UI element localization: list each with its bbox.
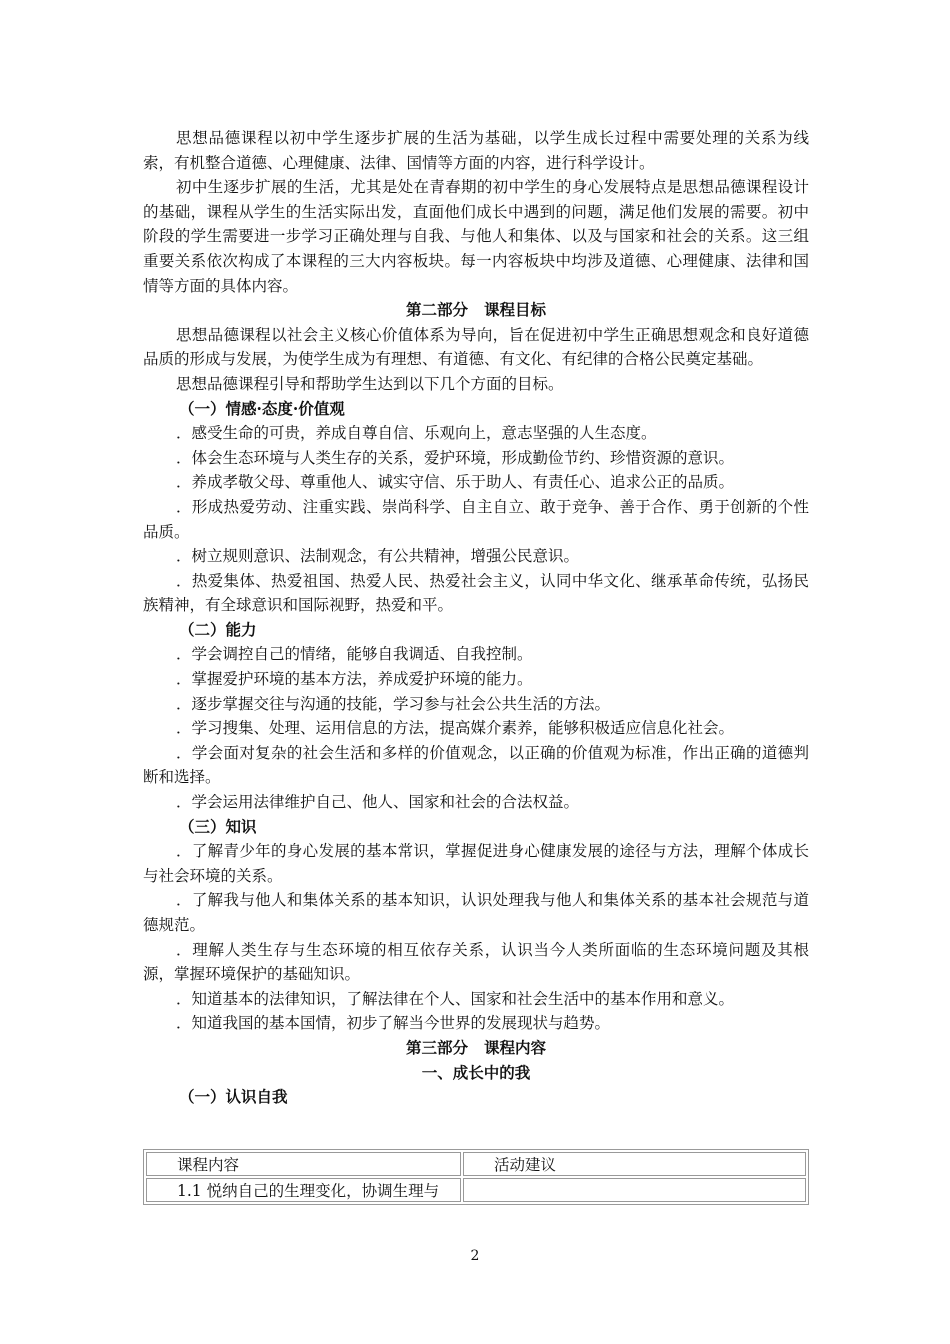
list-item: ．养成孝敬父母、尊重他人、诚实守信、乐于助人、有责任心、追求公正的品质。 xyxy=(176,473,735,492)
list-item: ．学会运用法律维护自己、他人、国家和社会的合法权益。 xyxy=(176,793,580,812)
list-item: ．形成热爱劳动、注重实践、崇尚科学、自主自立、敢于竞争、善于合作、勇于创新的个性品质。 xyxy=(143,497,809,541)
course-content-table xyxy=(143,1149,809,1205)
paragraph: 思想品德课程以社会主义核心价值体系为导向，旨在促进初中学生正确思想观念和良好道德品质的形成与发展，为使学生成为有理想、有道德、有文化、有纪律的合格公民奠定基础。 xyxy=(143,325,809,369)
part2-heading xyxy=(143,298,809,323)
list-item: ．学会调控自己的情绪，能够自我调适、自我控制。 xyxy=(176,645,533,664)
list-item: ．树立规则意识、法制观念，有公共精神，增强公民意识。 xyxy=(176,547,580,566)
list-item: ．了解我与他人和集体关系的基本知识，认识处理我与他人和集体关系的基本社会规范与道德规范。 xyxy=(143,891,809,934)
paragraph: 初中生逐步扩展的生活，尤其是处在青春期的初中学生的身心发展特点是思想品德课程设计的基础，课程从学生的生活实际出发，直面他们成长中遇到的问题，满足他们发展的需要。初中阶段的学生需要进一步学习正确处理与自我、与他人和集体、以及与国家和社会的关系。这三组重要关系依次构成了本课程的三大内容板块。每一内容板块中均涉及道德、心理健康、法律和国情等方面的具体内容。 xyxy=(143,178,809,295)
table-header-cell: 课程内容 xyxy=(146,1152,461,1176)
list-item: ．感受生命的可贵，养成自尊自信、乐观向上，意志坚强的人生态度。 xyxy=(176,424,657,443)
part3-heading-number: 第三部分 xyxy=(405,1037,468,1057)
list-item: ．学习搜集、处理、运用信息的方法，提高媒介素养，能够积极适应信息化社会。 xyxy=(176,719,735,738)
part3-subheading: 一、成长中的我 xyxy=(421,1062,531,1082)
page-number: 2 xyxy=(470,1248,480,1264)
part3-heading xyxy=(143,1036,809,1061)
table-row xyxy=(146,1178,806,1202)
table-cell xyxy=(463,1178,806,1202)
page-body xyxy=(143,126,809,1110)
table-cell: 1.1 悦纳自己的生理变化，协调生理与 xyxy=(146,1178,461,1202)
part2-heading-title: 课程目标 xyxy=(484,300,547,320)
part3-heading-title: 课程内容 xyxy=(484,1037,547,1057)
table-header-row xyxy=(146,1152,806,1176)
list-item: ．掌握爱护环境的基本方法，养成爱护环境的能力。 xyxy=(176,670,533,689)
section-title-values: （一）情感·态度·价值观 xyxy=(179,398,345,418)
list-item: ．理解人类生存与生态环境的相互依存关系，认识当今人类所面临的生态环境问题及其根源，掌握环境保护的基础知识。 xyxy=(143,940,809,984)
list-item: ．了解青少年的身心发展的基本常识，掌握促进身心健康发展的途径与方法，理解个体成长与社会环境的关系。 xyxy=(143,842,809,885)
section-title-self: （一）认识自我 xyxy=(179,1087,288,1107)
list-item: ．学会面对复杂的社会生活和多样的价值观念，以正确的价值观为标准，作出正确的道德判断和选择。 xyxy=(143,743,809,787)
table-header-cell: 活动建议 xyxy=(463,1152,806,1176)
list-item: ．体会生态环境与人类生存的关系，爱护环境，形成勤俭节约、珍惜资源的意识。 xyxy=(176,448,735,467)
paragraph: 思想品德课程引导和帮助学生达到以下几个方面的目标。 xyxy=(176,374,564,393)
list-item: ．热爱集体、热爱祖国、热爱人民、热爱社会主义，认同中华文化、继承革命传统，弘扬民族精神，有全球意识和国际视野，热爱和平。 xyxy=(143,571,809,615)
list-item: ．知道我国的基本国情，初步了解当今世界的发展现状与趋势。 xyxy=(176,1014,611,1033)
section-title-knowledge: （三）知识 xyxy=(179,816,257,836)
part2-heading-number: 第二部分 xyxy=(405,300,468,320)
paragraph: 思想品德课程以初中学生逐步扩展的生活为基础，以学生成长过程中需要处理的关系为线索，有机整合道德、心理健康、法律、国情等方面的内容，进行科学设计。 xyxy=(143,129,809,172)
list-item: ．逐步掌握交往与沟通的技能，学习参与社会公共生活的方法。 xyxy=(176,694,611,713)
list-item: ．知道基本的法律知识，了解法律在个人、国家和社会生活中的基本作用和意义。 xyxy=(176,989,735,1008)
section-title-ability: （二）能力 xyxy=(179,619,257,639)
